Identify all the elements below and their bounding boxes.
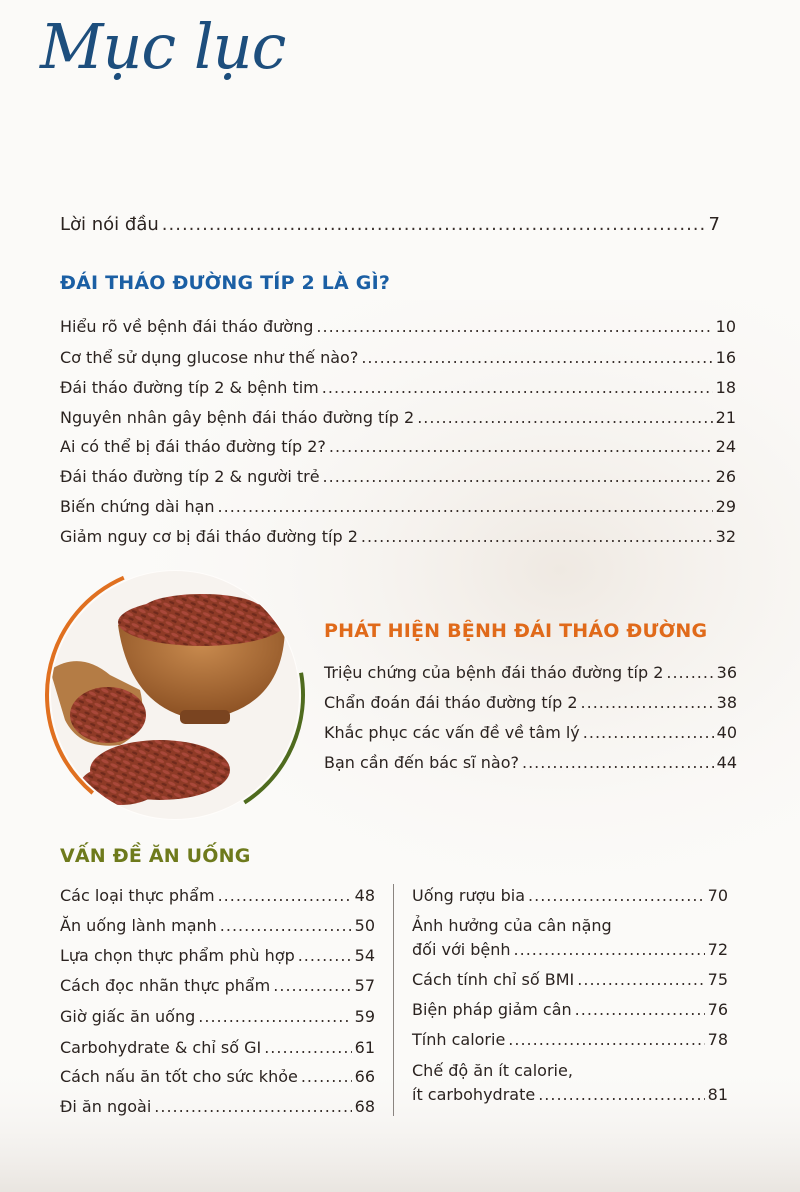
toc-entry[interactable] (60, 1007, 375, 1026)
toc-entry-page: 59 (354, 1007, 375, 1026)
toc-entry-page: 70 (707, 886, 728, 905)
toc-entry[interactable] (412, 886, 728, 905)
toc-entry[interactable] (60, 348, 736, 367)
toc-entry-label: Biện pháp giảm cân (412, 1000, 572, 1019)
toc-entry[interactable] (60, 1097, 375, 1116)
toc-entry-label: Giờ giấc ăn uống (60, 1007, 196, 1026)
leader-dots (220, 916, 352, 935)
leader-dots (154, 1097, 351, 1116)
toc-entry-page: 68 (354, 1097, 375, 1116)
toc-entry-label: Hiểu rõ về bệnh đái tháo đường (60, 317, 314, 336)
leader-dots (316, 317, 712, 336)
section-heading-1: ĐÁI THÁO ĐƯỜNG TÍP 2 LÀ GÌ? (60, 272, 391, 294)
leader-dots (575, 1000, 705, 1019)
leader-dots (301, 1067, 352, 1086)
toc-entry[interactable] (60, 317, 736, 336)
toc-entry-label: Ai có thể bị đái tháo đường típ 2? (60, 437, 326, 456)
toc-entry[interactable] (324, 753, 737, 772)
leader-dots (298, 946, 352, 965)
toc-entry[interactable] (60, 467, 736, 486)
toc-entry-label: Lời nói đầu (60, 214, 159, 235)
leader-dots (361, 348, 712, 367)
toc-entry[interactable] (60, 378, 736, 397)
section-heading-2: PHÁT HIỆN BỆNH ĐÁI THÁO ĐƯỜNG (324, 620, 708, 642)
toc-entry[interactable] (60, 497, 736, 516)
toc-entry-label: Các loại thực phẩm (60, 886, 215, 905)
toc-entry-page: 32 (715, 527, 736, 546)
leader-dots (583, 723, 714, 742)
toc-entry[interactable] (60, 946, 375, 965)
leader-dots (514, 940, 705, 959)
toc-entry-page: 75 (707, 970, 728, 989)
toc-entry-page: 57 (354, 976, 375, 995)
toc-entry[interactable] (60, 976, 375, 995)
toc-entry[interactable] (412, 1000, 728, 1019)
toc-entry-label: Cách đọc nhãn thực phẩm (60, 976, 271, 995)
leader-dots (528, 886, 705, 905)
toc-entry-label: Biến chứng dài hạn (60, 497, 215, 516)
toc-entry-page: 81 (707, 1085, 728, 1104)
toc-entry-label: Carbohydrate & chỉ số GI (60, 1038, 262, 1057)
leader-dots (162, 214, 706, 235)
toc-entry-label: Đái tháo đường típ 2 & bệnh tim (60, 378, 319, 397)
toc-entry[interactable] (60, 437, 736, 456)
toc-entry-page: 50 (354, 916, 375, 935)
page-title: Mục lục (40, 10, 286, 83)
toc-entry-page: 18 (715, 378, 736, 397)
leader-dots (322, 378, 713, 397)
toc-entry-label: Cách nấu ăn tốt cho sức khỏe (60, 1067, 298, 1086)
toc-entry-page: 24 (715, 437, 736, 456)
toc-entry-page: 44 (716, 753, 737, 772)
leader-dots (198, 1007, 351, 1026)
leader-dots (522, 753, 714, 772)
toc-entry[interactable] (324, 693, 737, 712)
toc-entry[interactable] (324, 663, 737, 682)
toc-entry-page: 21 (715, 408, 736, 427)
toc-entry-label: Bạn cần đến bác sĩ nào? (324, 753, 519, 772)
toc-entry-page: 40 (716, 723, 737, 742)
toc-entry-page: 7 (708, 214, 720, 235)
toc-entry-label: Đi ăn ngoài (60, 1097, 152, 1116)
leader-dots (273, 976, 351, 995)
toc-entry-page: 66 (354, 1067, 375, 1086)
toc-entry[interactable] (412, 940, 728, 959)
toc-entry[interactable] (60, 886, 375, 905)
leader-dots (323, 467, 713, 486)
toc-entry[interactable] (60, 527, 736, 546)
leader-dots (581, 693, 714, 712)
toc-entry-label: ít carbohydrate (412, 1085, 536, 1104)
toc-entry[interactable] (60, 1038, 375, 1057)
toc-entry-page: 36 (716, 663, 737, 682)
toc-entry-label: Khắc phục các vấn đề về tâm lý (324, 723, 580, 742)
toc-entry-label-line1: Ảnh hưởng của cân nặng (412, 916, 612, 935)
toc-entry-page: 16 (715, 348, 736, 367)
toc-entry-page: 10 (715, 317, 736, 336)
toc-entry[interactable] (60, 1067, 375, 1086)
toc-entry-label: Uống rượu bia (412, 886, 526, 905)
toc-entry-page: 72 (707, 940, 728, 959)
toc-entry[interactable] (412, 1030, 728, 1049)
toc-entry-page: 78 (707, 1030, 728, 1049)
leader-dots (417, 408, 712, 427)
toc-entry[interactable] (60, 916, 375, 935)
toc-entry-label: Chẩn đoán đái tháo đường típ 2 (324, 693, 578, 712)
toc-entry-label: Đái tháo đường típ 2 & người trẻ (60, 467, 320, 486)
column-divider (393, 884, 394, 1116)
toc-entry-label: đối với bệnh (412, 940, 511, 959)
toc-entry[interactable] (412, 1085, 728, 1104)
toc-entry-label: Cơ thể sử dụng glucose như thế nào? (60, 348, 359, 367)
leader-dots (218, 497, 713, 516)
leader-dots (538, 1085, 704, 1104)
red-rice-bowl-image (40, 560, 310, 830)
leader-dots (329, 437, 713, 456)
leader-dots (218, 886, 352, 905)
toc-entry-page: 26 (715, 467, 736, 486)
toc-entry[interactable] (412, 970, 728, 989)
toc-entry-page: 61 (354, 1038, 375, 1057)
toc-entry[interactable] (60, 408, 736, 427)
toc-entry-page: 48 (354, 886, 375, 905)
leader-dots (361, 527, 713, 546)
toc-entry-label: Cách tính chỉ số BMI (412, 970, 575, 989)
toc-entry-label: Tính calorie (412, 1030, 506, 1049)
toc-entry-page: 29 (715, 497, 736, 516)
toc-entry-label: Nguyên nhân gây bệnh đái tháo đường típ 2 (60, 408, 415, 427)
toc-entry-label: Lựa chọn thực phẩm phù hợp (60, 946, 295, 965)
toc-entry[interactable] (324, 723, 737, 742)
leader-dots (577, 970, 704, 989)
toc-entry-label: Giảm nguy cơ bị đái tháo đường típ 2 (60, 527, 358, 546)
toc-entry-label: Triệu chứng của bệnh đái tháo đường típ 2 (324, 663, 664, 682)
leader-dots (508, 1030, 704, 1049)
leader-dots (264, 1038, 351, 1057)
leader-dots (666, 663, 713, 682)
toc-entry-page: 76 (707, 1000, 728, 1019)
toc-entry-page: 38 (716, 693, 737, 712)
toc-entry-intro[interactable] (60, 214, 720, 235)
toc-entry-page: 54 (354, 946, 375, 965)
toc-entry-label-line1: Chế độ ăn ít calorie, (412, 1061, 573, 1080)
toc-entry-label: Ăn uống lành mạnh (60, 916, 217, 935)
section-heading-3: VẤN ĐỀ ĂN UỐNG (60, 845, 251, 867)
